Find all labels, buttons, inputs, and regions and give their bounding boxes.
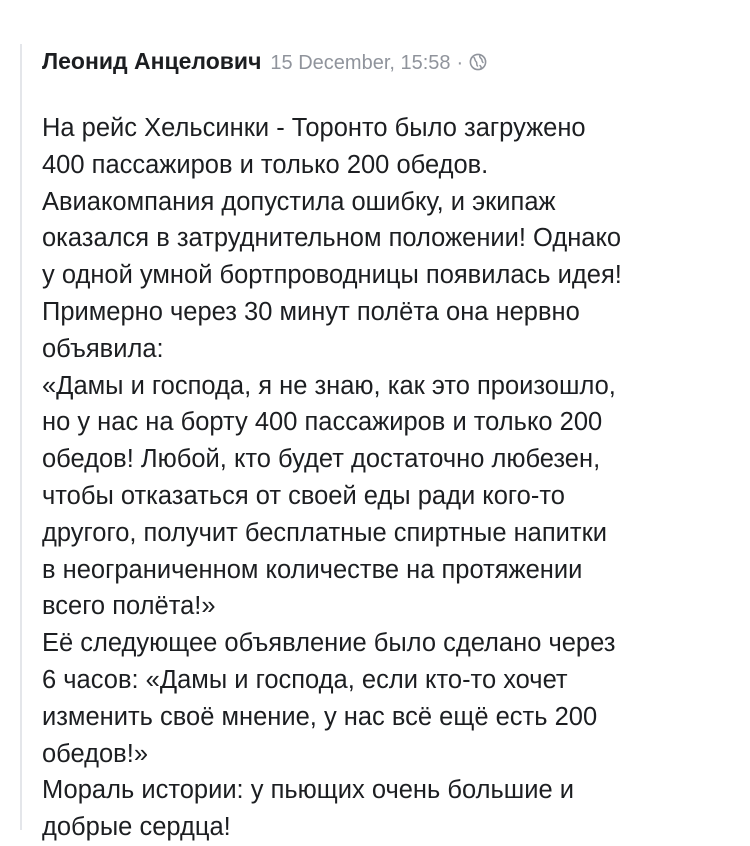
post-text-line: изменить своё мнение, у нас всё ещё есть 200 [42,702,598,731]
globe-icon[interactable] [469,53,487,71]
post-text-line: объявила: [42,334,164,363]
post-text-line: всего полёта!» [42,592,216,621]
post-text-line: 6 часов: «Дамы и господа, если кто-то хочет [42,665,568,694]
post-text-line: чтобы отказаться от своей еды ради кого-то [42,481,565,510]
shared-post-border [20,44,22,830]
post-text [42,110,742,846]
post-text-line: но у нас на борту 400 пассажиров и только 200 [42,408,603,437]
post-text-line: Авиакомпания допустила ошибку, и экипаж [42,187,556,216]
post-text-line: у одной умной бортпроводницы появилась идея! [42,261,622,290]
post-text-line: Её следующее объявление было сделано через [42,629,616,658]
post-text-line: в неограниченном количестве на протяжении [42,555,583,584]
post-text-line: обедов!» [42,739,148,768]
post-text-line: Мораль истории: у пьющих очень большие и [42,776,574,805]
shared-post [42,48,742,846]
post-text-line: оказался в затруднительном положении! Однако [42,224,622,253]
post-text-line: добрые сердца! [42,813,231,842]
author-name[interactable]: Леонид Анцелович [42,48,262,74]
post-text-line: другого, получит бесплатные спиртные напитки [42,518,607,547]
post-text-line: На рейс Хельсинки - Торонто было загружено [42,114,586,142]
post-header [42,48,742,84]
post-text-line: обедов! Любой, кто будет достаточно любезен, [42,445,601,474]
post-text-line: «Дамы и господа, я не знаю, как это произошло, [42,371,616,400]
meta-separator: · [456,52,464,74]
post-timestamp[interactable]: 15 December, 15:58 [270,52,451,74]
post-text-line: Примерно через 30 минут полёта она нервно [42,297,580,326]
post-text-line: 400 пассажиров и только 200 обедов. [42,150,489,179]
